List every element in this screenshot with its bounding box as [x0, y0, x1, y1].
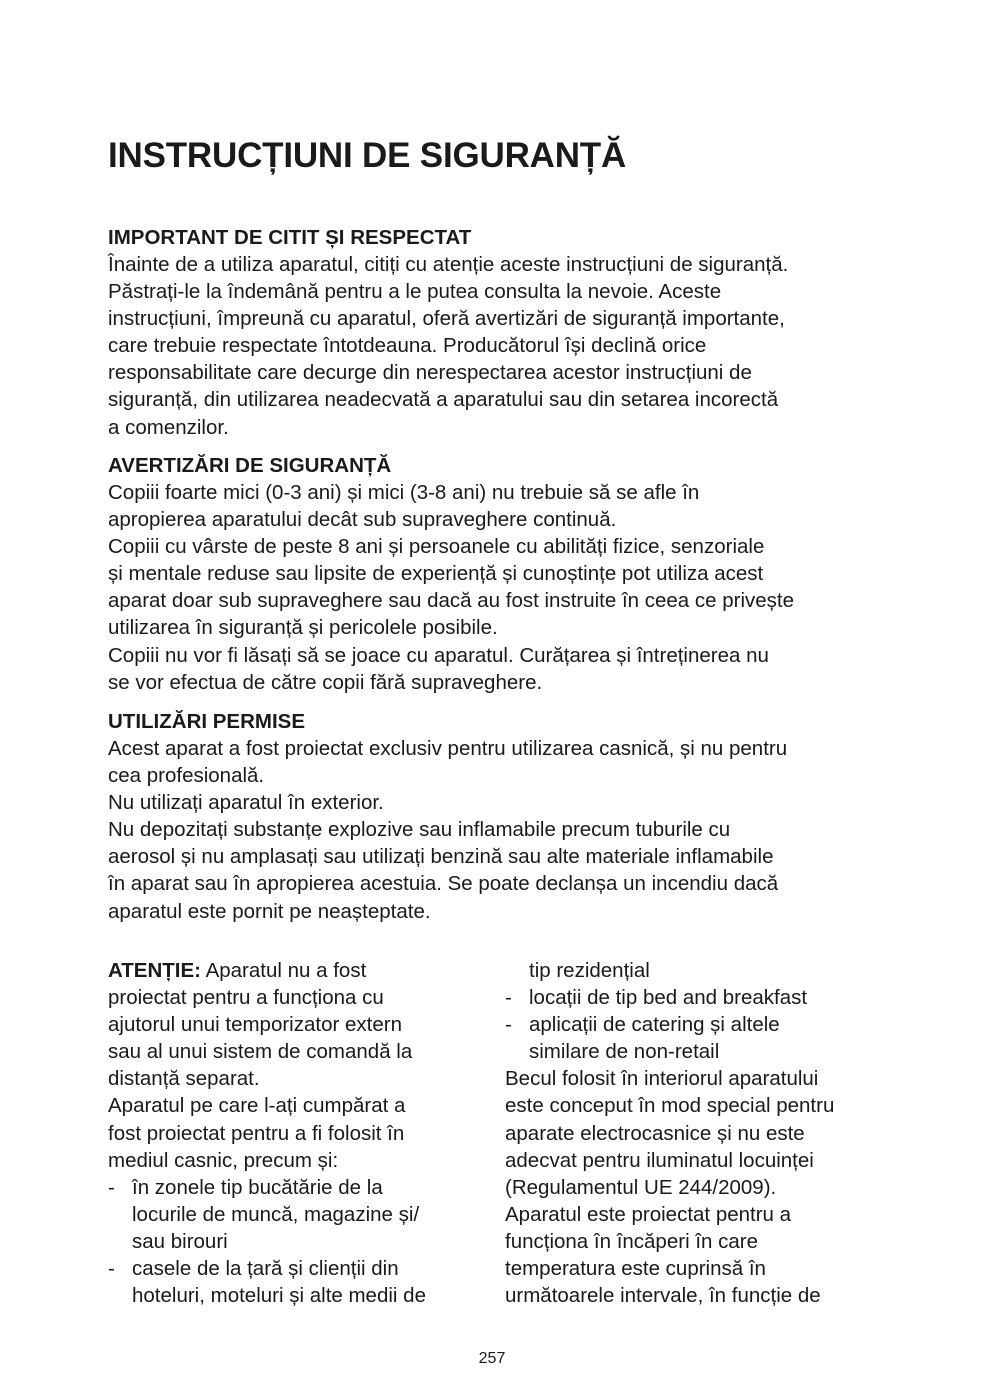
section-important [108, 224, 898, 441]
text-line: siguranță, din utilizarea neadecvată a aparatului sau din setarea incorectă [108, 388, 779, 412]
list-item [505, 1011, 885, 1065]
list-item [505, 984, 885, 1011]
list-item-continuation: tip rezidențial [529, 959, 650, 982]
text-line: în aparat sau în apropierea acestuia. Se poate declanșa un incendiu dacă [108, 872, 779, 896]
text-line: Copiii foarte mici (0-3 ani) și mici (3-8 ani) nu trebuie să se afle în [108, 481, 700, 504]
text-line: Nu depozitați substanțe explozive sau inflamabile precum tuburile cu [108, 818, 731, 842]
text-line: aerosol și nu amplasați sau utilizați benzină sau alte materiale inflamabile [108, 845, 774, 869]
text-line: sau al unui sistem de comandă la [108, 1040, 413, 1064]
text-line: apropierea aparatului decât sub supraveghere continuă. [108, 508, 617, 532]
text-line: a comenzilor. [108, 415, 229, 439]
text-line: este conceput în mod special pentru [505, 1094, 835, 1118]
text-line: proiectat pentru a funcționa cu [108, 986, 384, 1010]
text-line: locurile de muncă, magazine și/ [132, 1202, 420, 1226]
bullet-dash: - [505, 986, 512, 1010]
section-body [108, 479, 898, 696]
section-heading: UTILIZĂRI PERMISE [108, 710, 306, 733]
text-line: se vor efectua de către copii fără supraveghere. [108, 670, 543, 694]
text-line: Înainte de a utiliza aparatul, citiți cu atenție aceste instrucțiuni de siguranță. [108, 253, 789, 276]
text-line: locații de tip bed and breakfast [529, 986, 808, 1010]
text-line: Becul folosit în interiorul aparatului [505, 1067, 819, 1091]
text-line: instrucțiuni, împreună cu aparatul, oferă avertizări de siguranță importante, [108, 307, 785, 331]
text-line: responsabilitate care decurge din nerespectarea acestor instrucțiuni de [108, 361, 752, 385]
section-heading: IMPORTANT DE CITIT ȘI RESPECTAT [108, 226, 472, 249]
section-body [108, 251, 898, 441]
text-line: (Regulamentul UE 244/2009). [505, 1175, 777, 1199]
text-line: care trebuie respectate întotdeauna. Producătorul își declină orice [108, 334, 707, 358]
text-line: aparate electrocasnice și nu este [505, 1121, 805, 1145]
text-line: hoteluri, moteluri și alte medii de [132, 1284, 426, 1308]
text-line: casele de la țară și clienții din [132, 1257, 399, 1281]
text-line: adecvat pentru iluminatul locuinței [505, 1148, 814, 1172]
text-line: Copiii nu vor fi lăsați să se joace cu aparatul. Curățarea și întreținerea nu [108, 643, 769, 667]
text-line: Acest aparat a fost proiectat exclusiv pentru utilizarea casnică, și nu pentru [108, 737, 788, 760]
text-line: următoarele intervale, în funcție de [505, 1284, 821, 1308]
text-line: aparatul este pornit pe neașteptate. [108, 899, 431, 923]
text-line: ajutorul unui temporizator extern [108, 1013, 402, 1037]
usage-list [505, 984, 885, 1065]
text-line: temperatura este cuprinsă în [505, 1257, 766, 1281]
bullet-dash: - [108, 1175, 115, 1199]
text-line: mediul casnic, precum și: [108, 1148, 339, 1172]
text-line: aparat doar sub supraveghere sau dacă au fost instruite în ceea ce privește [108, 589, 795, 613]
page-title: INSTRUCȚIUNI DE SIGURANȚĂ [108, 136, 627, 175]
section-body [108, 735, 898, 925]
text-line: fost proiectat pentru a fi folosit în [108, 1121, 405, 1145]
list-item [108, 1255, 473, 1309]
section-permitted-uses [108, 708, 898, 925]
text-line: cea profesională. [108, 764, 265, 788]
bullet-dash: - [108, 1257, 115, 1281]
text-line: Copiii cu vârste de peste 8 ani și persoanele cu abilități fizice, senzoriale [108, 535, 765, 559]
attention-label: ATENȚIE: [108, 959, 202, 982]
list-item [108, 1174, 473, 1255]
text-line: funcționa în încăperi în care [505, 1229, 758, 1253]
text-line: sau birouri [132, 1229, 228, 1253]
usage-list [108, 1174, 473, 1309]
text-line: Păstrați-le la îndemână pentru a le putea consulta la nevoie. Aceste [108, 280, 722, 304]
text-line: și mentale reduse sau lipsite de experiență și cunoștințe pot utiliza acest [108, 562, 764, 586]
text-line: în zonele tip bucătărie de la [132, 1175, 383, 1199]
bullet-dash: - [505, 1013, 512, 1037]
text-line: similare de non-retail [529, 1040, 720, 1064]
left-column [108, 957, 473, 1309]
right-column [505, 957, 885, 1309]
text-line: Aparatul este proiectat pentru a [505, 1202, 792, 1226]
text-line: distanță separat. [108, 1067, 260, 1091]
attention-paragraph [108, 957, 473, 1174]
text-line: Nu utilizați aparatul în exterior. [108, 791, 384, 815]
page-number: 257 [478, 1350, 506, 1367]
section-safety-warnings [108, 452, 898, 696]
text-line: aplicații de catering și altele [529, 1013, 780, 1037]
lamp-temperature-paragraph [505, 1065, 885, 1309]
text-line: utilizarea în siguranță și pericolele posibile. [108, 616, 498, 640]
text-line: Aparatul pe care l-ați cumpărat a [108, 1094, 406, 1118]
section-heading: AVERTIZĂRI DE SIGURANȚĂ [108, 454, 392, 477]
text-line: Aparatul nu a fost [201, 959, 367, 982]
